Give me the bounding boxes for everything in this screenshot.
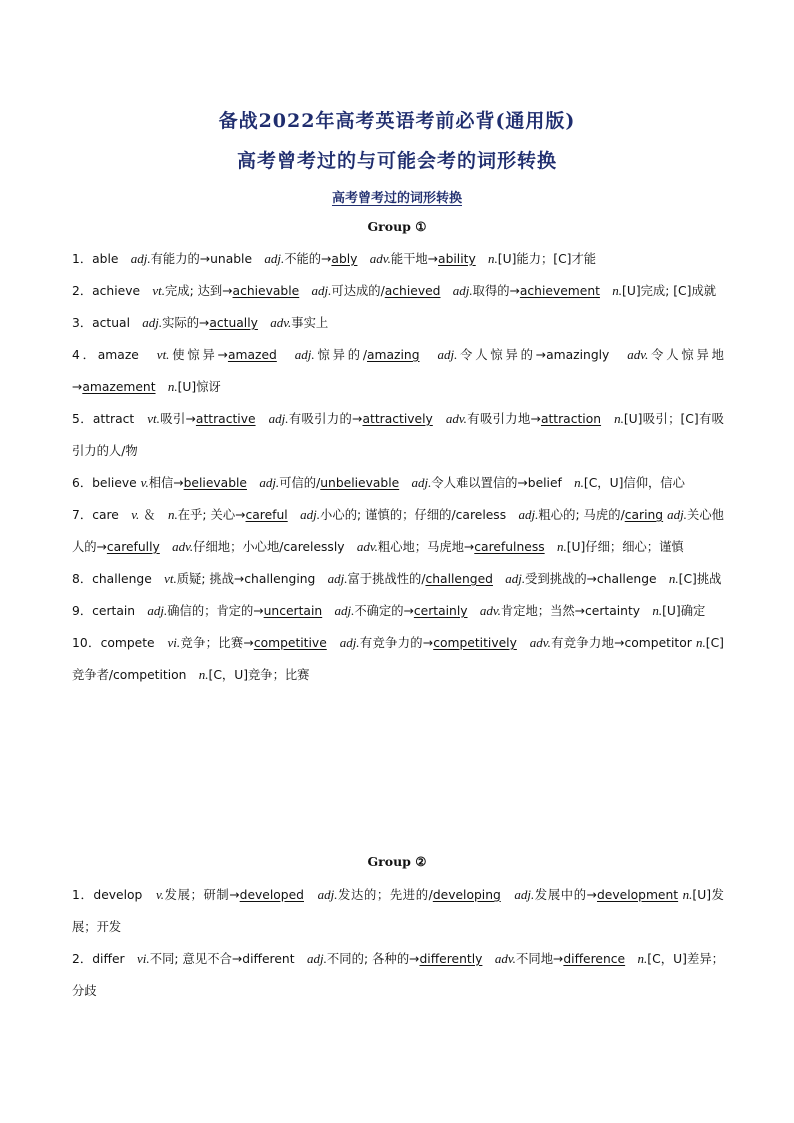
entry-text	[493, 572, 505, 586]
vocab-entry	[72, 403, 724, 467]
part-of-speech: vi.	[137, 951, 150, 966]
entry-text: [C，U]信仰，信心	[583, 476, 685, 490]
vocab-entry	[72, 339, 724, 403]
part-of-speech: adj.	[306, 951, 327, 966]
entry-text: [U]完成; [C]成就	[622, 284, 717, 298]
entry-text: [C，U]竞争；比赛	[208, 668, 310, 682]
answer-word: development	[596, 888, 679, 902]
entry-text	[468, 604, 480, 618]
part-of-speech: adv.	[479, 603, 501, 618]
part-of-speech: adv.	[445, 411, 467, 426]
entry-text: 惊异的/	[314, 348, 367, 362]
entry-text: [U]吸引；[C]有吸引力的人/物	[72, 412, 724, 458]
part-of-speech: v.	[140, 475, 149, 490]
part-of-speech: adj.	[130, 251, 151, 266]
answer-word: amazing	[367, 348, 420, 362]
entry-text: 相信→	[148, 476, 184, 490]
part-of-speech: n.	[574, 475, 584, 490]
part-of-speech: adj.	[311, 283, 332, 298]
part-of-speech: n.	[167, 379, 178, 394]
part-of-speech: n.	[668, 571, 679, 586]
entry-text: ＆	[139, 508, 168, 522]
part-of-speech: adv.	[529, 635, 551, 650]
entry-text: 不同的; 各种的→	[326, 952, 420, 966]
vocab-entry	[72, 467, 724, 499]
entry-text: [U]惊讶	[177, 380, 221, 394]
part-of-speech: adv.	[270, 315, 292, 330]
part-of-speech: adv.	[369, 251, 391, 266]
entry-text: 竞争；比赛→	[180, 636, 254, 650]
answer-word: differently	[419, 952, 483, 966]
entry-text	[517, 636, 530, 650]
entry-text	[258, 316, 270, 330]
entry-text: 吸引→	[159, 412, 196, 426]
part-of-speech: adj.	[259, 475, 280, 490]
part-of-speech: vi.	[167, 635, 181, 650]
answer-word: caring	[624, 508, 664, 522]
entry-text	[288, 508, 300, 522]
entry-text	[247, 476, 259, 490]
group-2-entries	[72, 879, 724, 1007]
entry-text	[256, 412, 269, 426]
vocab-entry	[72, 879, 724, 943]
part-of-speech: adj.	[667, 507, 687, 522]
answer-word: achievable	[232, 284, 300, 298]
part-of-speech: adj.	[300, 507, 320, 522]
entry-text: 使惊异→	[169, 348, 228, 362]
entry-text	[322, 604, 334, 618]
answer-word: achieved	[384, 284, 441, 298]
entry-text: [U]能力；[C]才能	[497, 252, 597, 266]
answer-word: challenged	[425, 572, 493, 586]
entry-text: 4．amaze	[72, 348, 157, 362]
part-of-speech: n.	[612, 283, 623, 298]
part-of-speech: adj.	[437, 347, 458, 362]
part-of-speech: adv.	[172, 539, 194, 554]
entry-text: 不确定的→	[354, 604, 414, 618]
entry-text: 可信的/	[279, 476, 321, 490]
document-subtitle: 高考曾考过的与可能会考的词形转换	[236, 150, 557, 172]
part-of-speech: n.	[488, 251, 498, 266]
answer-word: uncertain	[263, 604, 323, 618]
vocab-entry	[72, 595, 724, 627]
group-heading-2: Group ②	[367, 854, 427, 869]
part-of-speech: n.	[682, 887, 693, 902]
part-of-speech: n.	[696, 635, 706, 650]
answer-word: careful	[245, 508, 288, 522]
entry-text: 肯定地；当然→certainty	[500, 604, 653, 618]
answer-word: difference	[563, 952, 626, 966]
entry-text: 取得的→	[472, 284, 520, 298]
part-of-speech: v.	[155, 887, 165, 902]
part-of-speech: adj.	[268, 411, 289, 426]
answer-word: developing	[432, 888, 501, 902]
entry-text	[299, 284, 311, 298]
entry-text: 发达的；先进的/	[337, 888, 433, 902]
entry-text: 粗心地；马虎地→	[377, 540, 475, 554]
part-of-speech: adj.	[452, 283, 473, 298]
group-heading-1: Group ①	[367, 219, 427, 234]
entry-text: 2．differ	[72, 952, 137, 966]
vocab-entry	[72, 627, 724, 691]
entry-text: 能干地→	[390, 252, 439, 266]
part-of-speech: adj.	[264, 251, 285, 266]
entry-text: 有吸引力地→	[466, 412, 541, 426]
entry-text: 不同地→	[515, 952, 564, 966]
entry-text: 在乎; 关心→	[177, 508, 246, 522]
entry-text: 完成; 达到→	[164, 284, 233, 298]
entry-text: 确信的；肯定的→	[167, 604, 264, 618]
part-of-speech: n.	[637, 951, 648, 966]
answer-word: developed	[239, 888, 304, 902]
part-of-speech: adj.	[518, 507, 539, 522]
part-of-speech: n.	[614, 411, 624, 426]
entry-text: 可达成的/	[331, 284, 385, 298]
entry-text: 不能的→	[284, 252, 332, 266]
vocab-entry	[72, 307, 724, 339]
answer-word: ability	[438, 252, 476, 266]
entry-text: 仔细地；小心地/carelessly	[193, 540, 357, 554]
answer-word: carefully	[106, 540, 160, 554]
entry-text: 1．able	[72, 252, 131, 266]
entry-text: 粗心的; 马虎的/	[538, 508, 625, 522]
entry-text: 7．care	[72, 508, 132, 522]
entry-text: [C，U]差异；分歧	[72, 952, 724, 998]
entry-text: 有能力的→unable	[150, 252, 265, 266]
entry-text	[304, 888, 318, 902]
answer-word: attractively	[362, 412, 433, 426]
part-of-speech: vt.	[164, 571, 177, 586]
entry-text	[399, 476, 411, 490]
answer-word: carefulness	[474, 540, 545, 554]
entry-text: 令人难以置信的→belief	[431, 476, 575, 490]
entry-text	[440, 284, 452, 298]
entry-text: [C]竞争者/competition	[72, 636, 724, 682]
part-of-speech: adj.	[334, 603, 355, 618]
part-of-speech: adv.	[494, 951, 516, 966]
vocab-entry	[72, 943, 724, 1007]
part-of-speech: n.	[167, 507, 178, 522]
entry-text	[160, 540, 172, 554]
entry-text	[625, 952, 637, 966]
entry-text: 发展；研制→	[164, 888, 240, 902]
entry-text: 1．develop	[72, 888, 156, 902]
group-1-entries	[72, 243, 724, 691]
entry-text	[156, 380, 168, 394]
entry-text: 事实上	[291, 316, 329, 330]
part-of-speech: adj.	[317, 887, 338, 902]
entry-text	[600, 284, 612, 298]
document-title: 备战2022年高考英语考前必背(通用版)	[218, 110, 576, 132]
part-of-speech: n.	[652, 603, 663, 618]
answer-word: believable	[183, 476, 247, 490]
answer-word: attraction	[540, 412, 602, 426]
entry-text: 实际的→	[162, 316, 210, 330]
entry-text: 质疑; 挑战→challenging	[176, 572, 328, 586]
vocab-entry	[72, 563, 724, 595]
entry-text	[420, 348, 438, 362]
part-of-speech: vt.	[156, 347, 170, 362]
entry-text	[482, 952, 494, 966]
section-title: 高考曾考过的词形转换	[331, 191, 462, 206]
entry-text	[476, 252, 488, 266]
entry-text: 5．attract	[72, 412, 148, 426]
answer-word: competitive	[253, 636, 327, 650]
entry-text: 3．actual	[72, 316, 143, 330]
answer-word: actually	[209, 316, 258, 330]
part-of-speech: adj.	[294, 347, 315, 362]
entry-text: 2．achieve	[72, 284, 153, 298]
entry-text: [U]确定	[662, 604, 706, 618]
entry-text	[545, 540, 557, 554]
part-of-speech: adj.	[411, 475, 432, 490]
entry-text: 有吸引力的→	[288, 412, 363, 426]
part-of-speech: adj.	[514, 887, 535, 902]
entry-text: 受到挑战的→challenge	[525, 572, 669, 586]
entry-text: 6．believe	[72, 476, 141, 490]
entry-text	[601, 412, 614, 426]
entry-text	[327, 636, 340, 650]
entry-text: 10．compete	[72, 636, 168, 650]
answer-word: ably	[331, 252, 358, 266]
vocab-entry	[72, 243, 724, 275]
part-of-speech: vt.	[152, 283, 165, 298]
part-of-speech: adv.	[356, 539, 378, 554]
part-of-speech: adv.	[627, 347, 649, 362]
part-of-speech: n.	[198, 667, 209, 682]
entry-text: 9．certain	[72, 604, 148, 618]
entry-text: 不同; 意见不合→different	[149, 952, 307, 966]
part-of-speech: vt.	[147, 411, 160, 426]
vocab-entry	[72, 275, 724, 307]
entry-text: 有竞争力地→competitor	[550, 636, 697, 650]
answer-word: achievement	[519, 284, 600, 298]
entry-text	[433, 412, 446, 426]
part-of-speech: adj.	[142, 315, 163, 330]
entry-text: 8．challenge	[72, 572, 165, 586]
entry-text: [U]仔细；细心；谨慎	[566, 540, 684, 554]
entry-text: [U]发展；开发	[72, 888, 724, 934]
answer-word: amazement	[82, 380, 156, 394]
entry-text	[277, 348, 295, 362]
answer-word: unbelievable	[320, 476, 400, 490]
entry-text: 令人惊异地→	[72, 348, 724, 394]
part-of-speech: adj.	[505, 571, 526, 586]
part-of-speech: adj.	[147, 603, 168, 618]
answer-word: certainly	[413, 604, 468, 618]
entry-text: 发展中的→	[534, 888, 597, 902]
answer-word: amazed	[227, 348, 277, 362]
part-of-speech: v.	[131, 507, 140, 522]
part-of-speech: adj.	[327, 571, 348, 586]
part-of-speech: adj.	[339, 635, 360, 650]
entry-text	[501, 888, 515, 902]
entry-text: 富于挑战性的/	[347, 572, 426, 586]
entry-text: [C]挑战	[678, 572, 722, 586]
part-of-speech: n.	[556, 539, 567, 554]
entry-text: 令人惊异的→amazingly	[457, 348, 628, 362]
entry-text: 有竞争力的→	[359, 636, 434, 650]
answer-word: competitively	[433, 636, 517, 650]
entry-text: 关心他人的→	[72, 508, 724, 554]
entry-text	[357, 252, 369, 266]
vocab-entry	[72, 499, 724, 563]
answer-word: attractive	[195, 412, 256, 426]
entry-text: 小心的; 谨慎的；仔细的/careless	[319, 508, 519, 522]
